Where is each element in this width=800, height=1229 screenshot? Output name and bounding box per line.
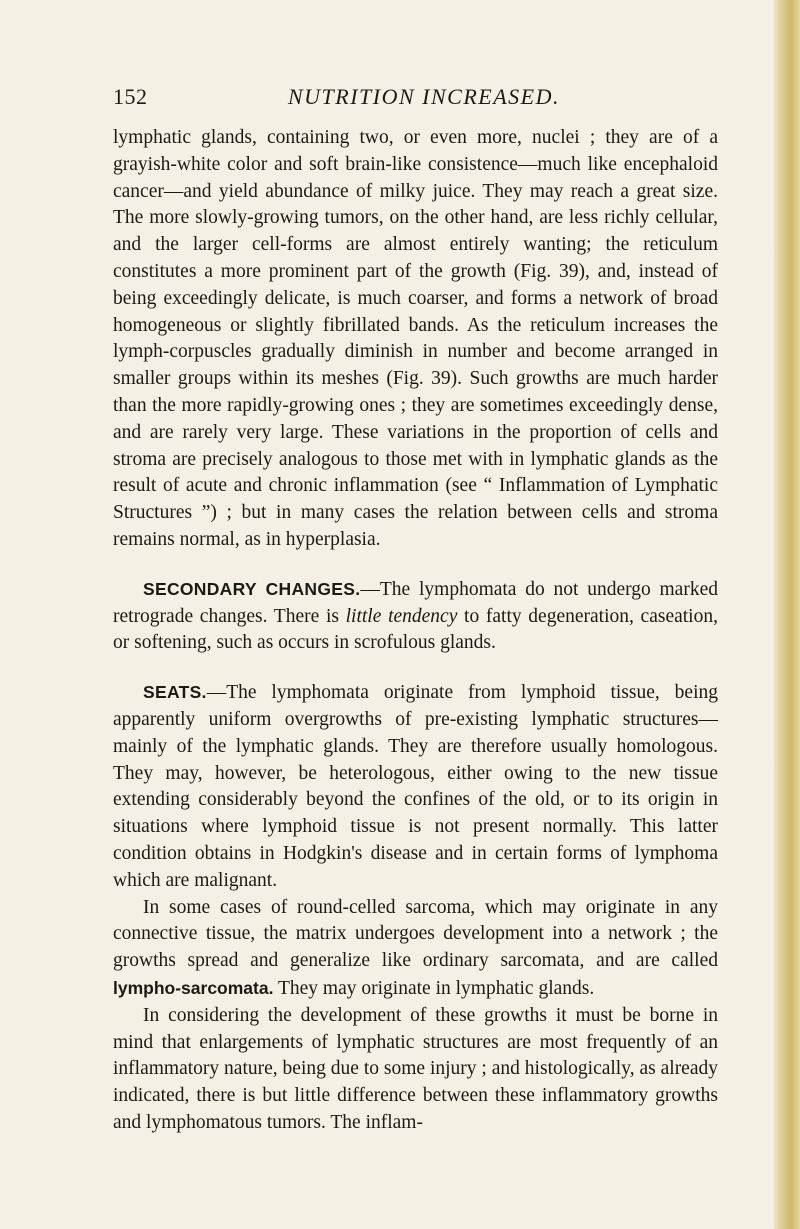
running-title: NUTRITION INCREASED. <box>288 84 560 109</box>
section-heading-secondary-changes: SECONDARY CHANGES. <box>143 578 361 599</box>
body-text <box>113 125 718 1137</box>
running-head <box>113 84 718 114</box>
paragraph-text: lymphatic glands, containing two, or even more, nuclei ; they are of a grayish-white color and soft brain-like consistence—much like encephaloid cancer—and yield abundance of milky juice. They may reach a great size. The more slowly-growing tumors, on the other hand, are less richly cellular, and the larger cell-forms are almost entirely wanting; the reticulum constitutes a more prominent part of the growth (Fig. 39), and, instead of being exceedingly delicate, is much coarser, and forms a network of broad homogeneous or slightly fibrillated bands. As the reticulum increases the lymph-corpuscles gradually diminish in number and become arranged in smaller groups within its meshes (Fig. 39). Such growths are much harder than the more rapidly-growing ones ; they are sometimes exceedingly dense, and are rarely very large. These variations in the proportion of cells and stroma are precisely analogous to those met with in lymphatic glands as the result of acute and chronic inflammation (see “ Inflammation of Lymphatic Structures ”) ; but in many cases the relation between cells and stroma remains normal, as in hyperplasia. <box>113 127 718 550</box>
paragraph-gap <box>113 554 718 576</box>
term-lympho-sarcomata: lympho-sarcomata. <box>113 977 274 998</box>
paragraph-development <box>113 1003 718 1137</box>
paragraph-text: They may originate in lymphatic glands. <box>273 977 595 999</box>
section-heading-seats: SEATS. <box>143 682 207 703</box>
paragraph-continued <box>113 125 718 554</box>
paragraph-lympho-sarcomata <box>113 895 718 1003</box>
paragraph-text: In considering the development of these growths it must be borne in mind that enlargements of lymphatic structures are most frequently of an inflammatory nature, being due to some injury ; and histologically, as already indicated, there is but little difference between these inflammatory growths and lymphomatous tumors. The inflam- <box>113 1004 718 1133</box>
page-edge <box>774 0 800 1229</box>
paragraph-gap <box>113 657 718 679</box>
paragraph-text: —The lymphomata do not undergo marked retrograde changes. There is <box>113 578 718 627</box>
paragraph-text: to fatty degeneration, caseation, or softening, such as occurs in scrofulous glands. <box>113 605 718 654</box>
paragraph-text: —The lymphomata originate from lymphoid tissue, being apparently uniform overgrowths of pre-existing lymphatic structures—mainly of the lymphatic glands. They are therefore usually homologous. They may, however, be heterologous, either owing to the new tissue extending considerably beyond the confines of the old, or to its origin in situations where lymphoid tissue is not present normally. This latter condition obtains in Hodgkin's disease and in certain forms of lymphoma which are malignant. <box>113 682 718 891</box>
paragraph-seats <box>113 679 718 894</box>
page-number: 152 <box>113 84 148 109</box>
paragraph-text: In some cases of round-celled sarcoma, which may originate in any connective tissue, the matrix undergoes development into a network ; the growths spread and generalize like ordinary sarcomata, and are called <box>113 896 718 972</box>
emphasis-text: little tendency <box>345 605 458 627</box>
paragraph-secondary-changes <box>113 576 718 657</box>
